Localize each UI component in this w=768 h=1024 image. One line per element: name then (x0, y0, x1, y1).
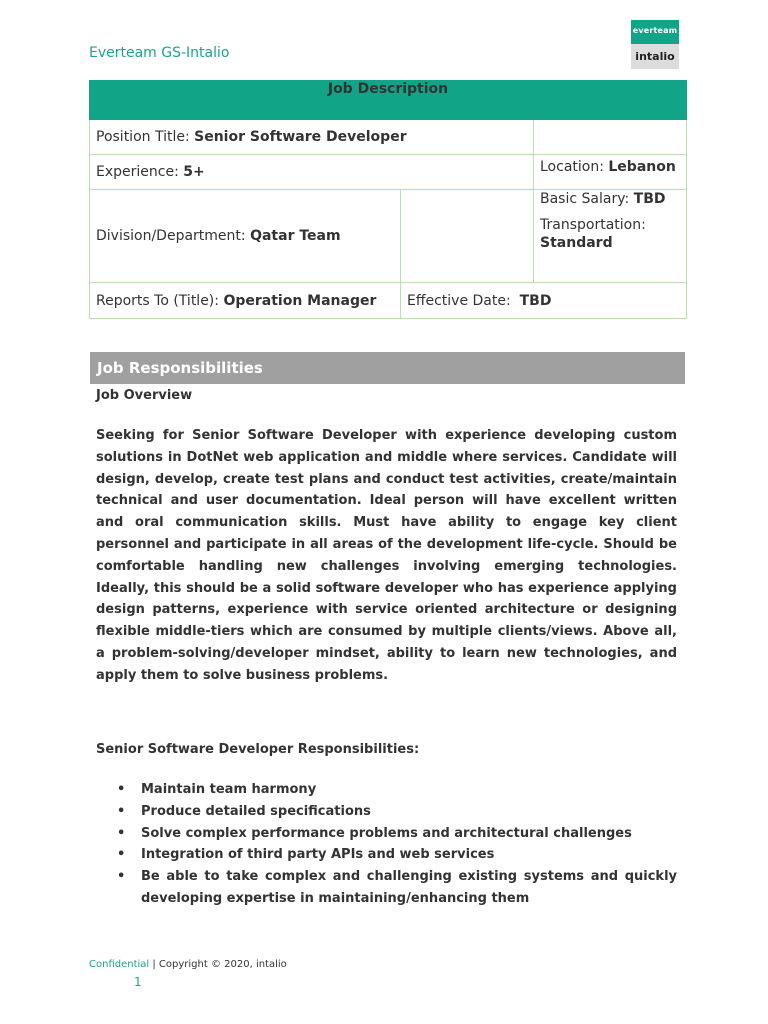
experience-label: Experience: (96, 164, 179, 180)
list-item-text: Solve complex performance problems and architectural challenges (141, 825, 632, 841)
reports-to-cell (90, 283, 401, 319)
bullet-icon: • (117, 847, 126, 863)
logo-bottom-text: intalio (631, 44, 679, 69)
division-cell (90, 190, 401, 283)
job-overview-label: Job Overview (96, 388, 193, 403)
effective-date-cell (401, 283, 687, 319)
division-value: Qatar Team (250, 228, 341, 244)
footer (89, 959, 287, 970)
empty-cell (401, 190, 534, 283)
list-item-text: Produce detailed specifications (141, 803, 371, 819)
position-title-label: Position Title: (96, 129, 190, 145)
bullet-icon: • (117, 782, 126, 797)
bullet-icon: • (117, 869, 126, 885)
location-value: Lebanon (608, 159, 676, 175)
list-item (96, 823, 677, 845)
job-description-heading: Job Description (90, 81, 687, 120)
copyright-text: | Copyright © 2020, intalio (149, 959, 287, 970)
transportation-label: Transportation: (540, 217, 646, 233)
salary-transport-cell (534, 190, 687, 283)
list-item (96, 779, 677, 801)
company-logo (631, 20, 679, 69)
location-cell (534, 155, 687, 190)
responsibilities-list-label: Senior Software Developer Responsibilities: (96, 742, 420, 757)
bullet-icon: • (117, 825, 126, 841)
page-number: 1 (134, 975, 142, 989)
basic-salary-label: Basic Salary: (540, 191, 630, 207)
location-label: Location: (540, 159, 604, 175)
logo-top-text: everteam (631, 20, 679, 44)
effective-date-value: TBD (519, 292, 552, 309)
list-item (96, 801, 677, 823)
list-item (96, 844, 677, 866)
transportation-value: Standard (540, 235, 613, 251)
position-title-value: Senior Software Developer (194, 129, 407, 145)
position-title-cell (90, 120, 534, 155)
list-item-text: Be able to take complex and challenging existing systems and quickly developing expertise in maintaining/enhancing them (141, 869, 677, 906)
experience-cell (90, 155, 534, 190)
confidential-label: Confidential (89, 959, 150, 970)
list-item-text: Maintain team harmony (141, 782, 317, 797)
division-label: Division/Department: (96, 228, 246, 244)
empty-cell (534, 120, 687, 155)
reports-to-value: Operation Manager (223, 292, 377, 309)
effective-date-label: Effective Date: (407, 292, 511, 309)
reports-to-label: Reports To (Title): (96, 292, 219, 309)
responsibilities-list (96, 779, 677, 910)
job-description-table (89, 80, 687, 319)
bullet-icon: • (117, 803, 126, 819)
basic-salary-value: TBD (633, 191, 666, 207)
job-responsibilities-heading: Job Responsibilities (90, 352, 685, 384)
job-overview-text: Seeking for Senior Software Developer with experience developing custom solutions in DotNet web application and middle where services. Candidate will design, develop, create test plans and conduct test activities, create/maintain technical and user documentation. Ideal person will have excellent written and oral communication skills. Must have ability to engage key client personnel and participate in all areas of the development life-cycle. Should be comfortable handling new challenges involving emerging technologies. Ideally, this should be a solid software developer who has experience applying design patterns, experience with service oriented architecture or designing flexible middle-tiers which are consumed by multiple clients/views. Above all, a problem-solving/developer mindset, ability to learn new technologies, and apply them to solve business problems. (96, 428, 677, 683)
experience-value: 5+ (183, 164, 205, 180)
list-item-text: Integration of third party APIs and web services (141, 847, 495, 863)
document-header-title: Everteam GS-Intalio (89, 45, 230, 61)
list-item (96, 866, 677, 910)
